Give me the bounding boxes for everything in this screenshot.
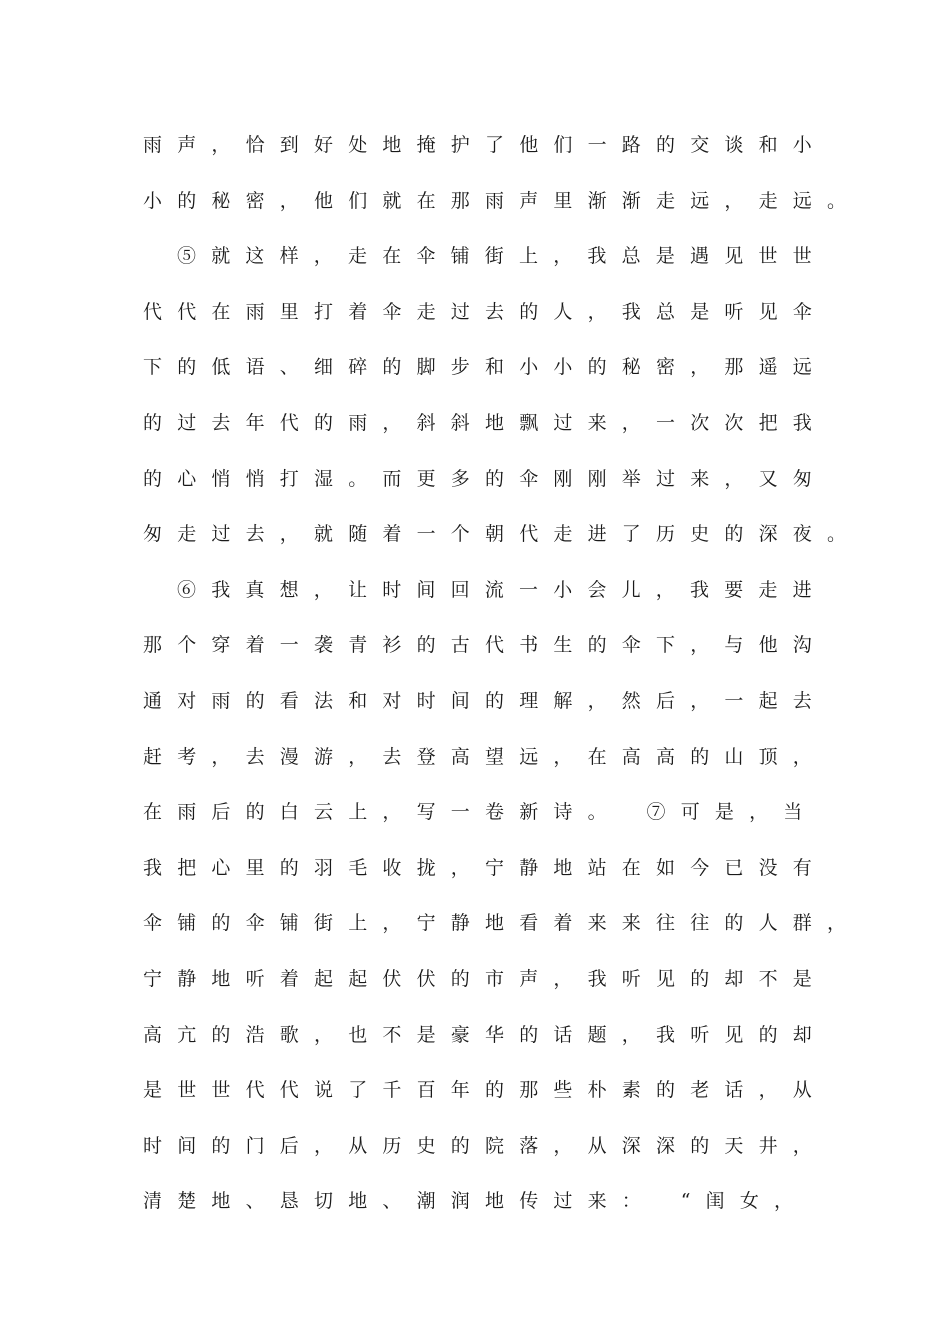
text-line: 高亢的浩歌，也不是豪华的话题，我听见的却: [143, 1023, 828, 1046]
text-line: 的心悄悄打湿。而更多的伞刚刚举过来，又匆: [143, 467, 828, 490]
text-line: 代代在雨里打着伞走过去的人，我总是听见伞: [143, 300, 828, 323]
text-line: 清楚地、恳切地、潮润地传过来： “闺女，: [143, 1190, 809, 1213]
text-line: 通对雨的看法和对时间的理解，然后，一起去: [143, 689, 828, 712]
text-line: 宁静地听着起起伏伏的市声，我听见的却不是: [143, 967, 828, 990]
text-line: 时间的门后，从历史的院落，从深深的天井，: [143, 1134, 828, 1157]
text-line: 匆走过去，就随着一个朝代走进了历史的深夜。: [143, 523, 862, 546]
text-line: 雨声，恰到好处地掩护了他们一路的交谈和小: [143, 134, 828, 156]
text-line: 下的低语、细碎的脚步和小小的秘密，那遥远: [143, 356, 828, 379]
text-line: 我把心里的羽毛收拢，宁静地站在如今已没有: [143, 856, 828, 879]
body-text: [143, 126, 862, 1238]
text-line: 小的秘密，他们就在那雨声里渐渐走远，走远。: [143, 189, 862, 212]
text-line: 那个穿着一袭青衫的古代书生的伞下，与他沟: [143, 634, 828, 657]
paragraph-5-start: ⑤就这样，走在伞铺街上，我总是遇见世世: [177, 245, 827, 268]
text-line: 是世世代代说了千百年的那些朴素的老话，从: [143, 1079, 828, 1102]
text-line: 伞铺的伞铺街上，宁静地看着来来往往的人群，: [143, 912, 862, 935]
text-line: 在雨后的白云上，写一卷新诗。 ⑦可是，当: [143, 801, 818, 824]
text-line: 赶考，去漫游，去登高望远，在高高的山顶，: [143, 745, 828, 768]
paragraph-6-start: ⑥我真想，让时间回流一小会儿，我要走进: [177, 578, 827, 601]
text-line: 的过去年代的雨，斜斜地飘过来，一次次把我: [143, 411, 828, 434]
